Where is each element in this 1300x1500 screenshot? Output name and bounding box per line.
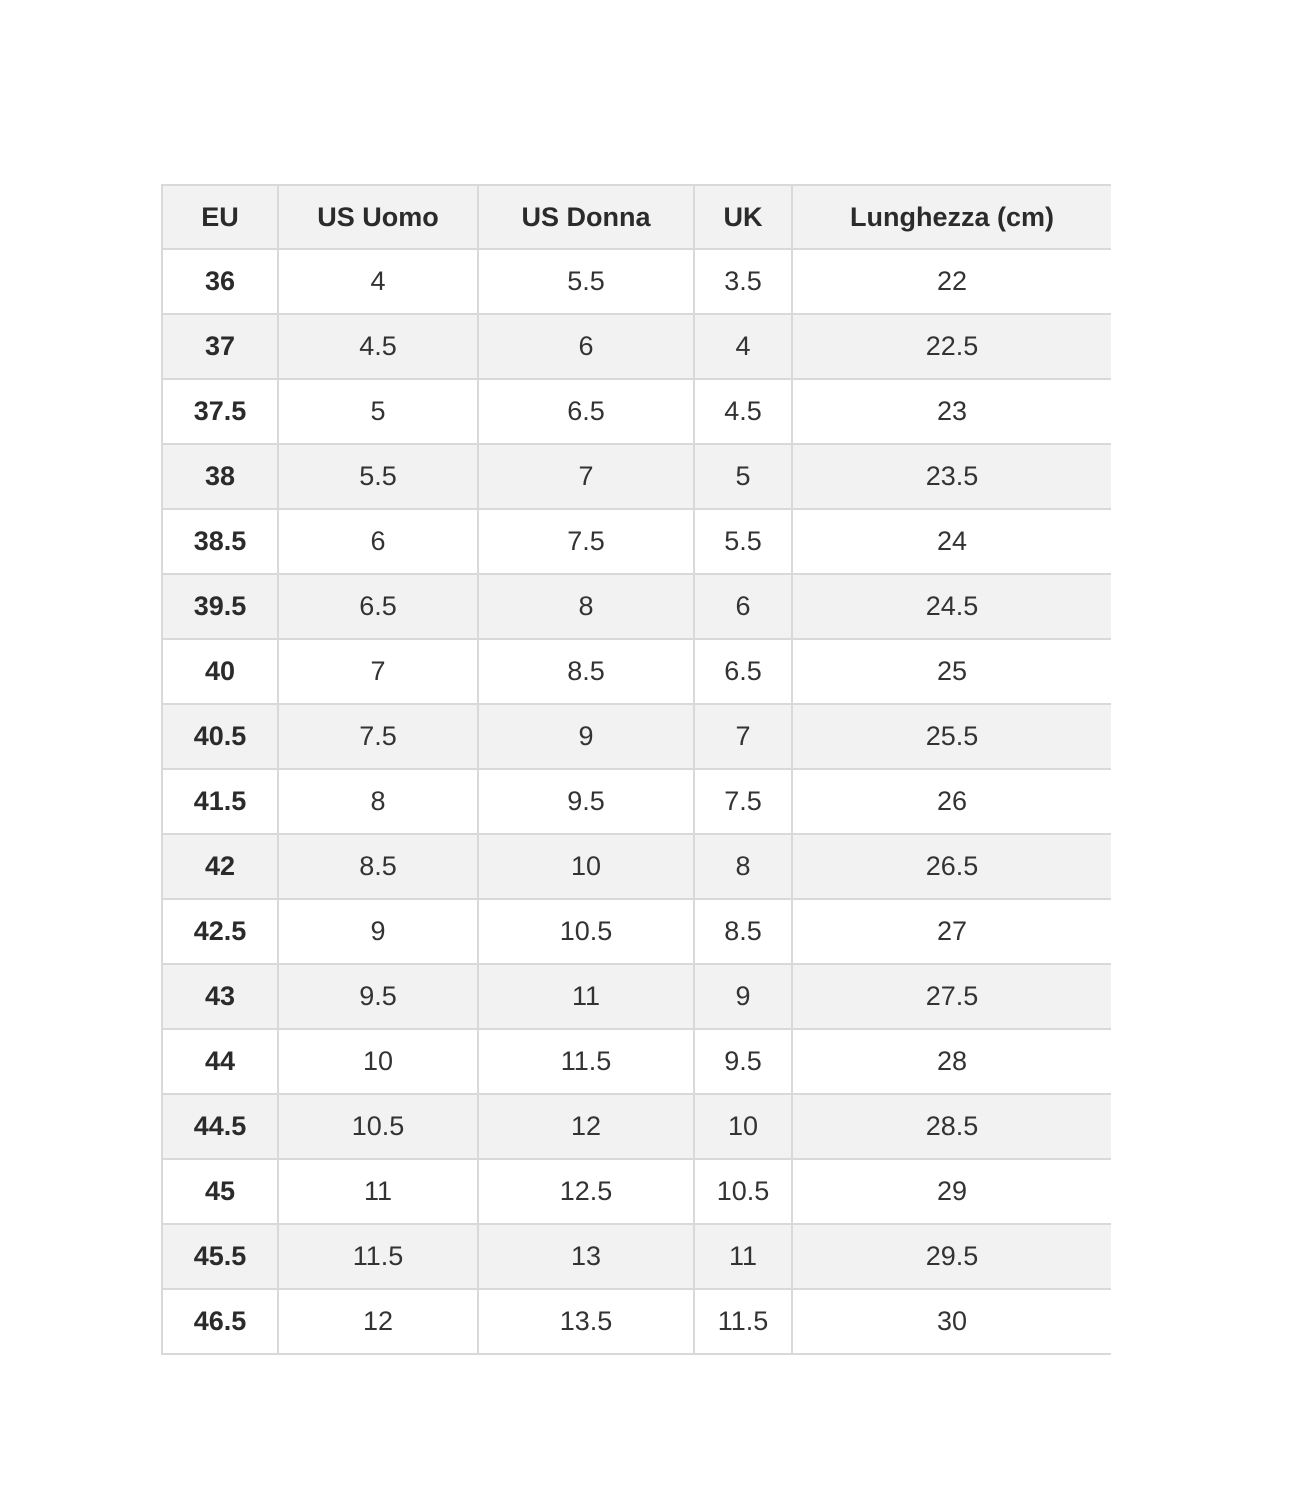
header-uk: UK [694,185,792,249]
cell-uk: 8 [694,834,792,899]
table-body [162,249,1111,1354]
cell-us-donna: 11.5 [478,1029,694,1094]
cell-lunghezza: 25 [792,639,1111,704]
cell-uk: 10 [694,1094,792,1159]
cell-eu: 38 [162,444,278,509]
table-row [162,834,1111,899]
cell-us-uomo: 6 [278,509,478,574]
cell-lunghezza: 24 [792,509,1111,574]
cell-lunghezza: 26.5 [792,834,1111,899]
cell-us-donna: 7 [478,444,694,509]
cell-uk: 3.5 [694,249,792,314]
cell-us-donna: 9.5 [478,769,694,834]
cell-us-uomo: 4 [278,249,478,314]
cell-us-donna: 13 [478,1224,694,1289]
cell-eu: 39.5 [162,574,278,639]
cell-uk: 11.5 [694,1289,792,1354]
cell-us-donna: 9 [478,704,694,769]
cell-us-donna: 6.5 [478,379,694,444]
cell-us-uomo: 8 [278,769,478,834]
cell-us-donna: 8.5 [478,639,694,704]
cell-uk: 4 [694,314,792,379]
cell-us-donna: 6 [478,314,694,379]
cell-us-uomo: 7.5 [278,704,478,769]
table-row [162,379,1111,444]
cell-lunghezza: 30 [792,1289,1111,1354]
table-row [162,314,1111,379]
cell-us-uomo: 7 [278,639,478,704]
cell-eu: 45.5 [162,1224,278,1289]
cell-us-donna: 10.5 [478,899,694,964]
cell-us-uomo: 9.5 [278,964,478,1029]
table-header-row [162,185,1111,249]
cell-lunghezza: 26 [792,769,1111,834]
table-row [162,769,1111,834]
table-row [162,249,1111,314]
cell-eu: 38.5 [162,509,278,574]
header-lunghezza: Lunghezza (cm) [792,185,1111,249]
cell-uk: 11 [694,1224,792,1289]
table-row [162,704,1111,769]
cell-eu: 40.5 [162,704,278,769]
table-row [162,1224,1111,1289]
cell-us-uomo: 8.5 [278,834,478,899]
cell-uk: 5.5 [694,509,792,574]
cell-us-uomo: 5.5 [278,444,478,509]
cell-lunghezza: 23 [792,379,1111,444]
cell-uk: 7 [694,704,792,769]
cell-eu: 40 [162,639,278,704]
cell-us-donna: 8 [478,574,694,639]
cell-uk: 5 [694,444,792,509]
cell-us-uomo: 9 [278,899,478,964]
cell-uk: 8.5 [694,899,792,964]
cell-lunghezza: 27 [792,899,1111,964]
cell-uk: 7.5 [694,769,792,834]
cell-eu: 46.5 [162,1289,278,1354]
table-row [162,509,1111,574]
cell-eu: 36 [162,249,278,314]
cell-us-uomo: 6.5 [278,574,478,639]
cell-us-uomo: 10.5 [278,1094,478,1159]
cell-us-donna: 5.5 [478,249,694,314]
cell-lunghezza: 25.5 [792,704,1111,769]
header-us-uomo: US Uomo [278,185,478,249]
cell-lunghezza: 27.5 [792,964,1111,1029]
cell-eu: 45 [162,1159,278,1224]
cell-eu: 44 [162,1029,278,1094]
cell-us-uomo: 10 [278,1029,478,1094]
table-row [162,639,1111,704]
cell-lunghezza: 24.5 [792,574,1111,639]
cell-us-uomo: 12 [278,1289,478,1354]
cell-lunghezza: 29.5 [792,1224,1111,1289]
cell-uk: 9 [694,964,792,1029]
cell-uk: 4.5 [694,379,792,444]
cell-uk: 6 [694,574,792,639]
table-row [162,899,1111,964]
cell-us-uomo: 11.5 [278,1224,478,1289]
cell-lunghezza: 28 [792,1029,1111,1094]
header-us-donna: US Donna [478,185,694,249]
cell-lunghezza: 29 [792,1159,1111,1224]
table-row [162,964,1111,1029]
table-row [162,1289,1111,1354]
table-row [162,1029,1111,1094]
cell-eu: 42.5 [162,899,278,964]
cell-lunghezza: 22.5 [792,314,1111,379]
header-eu: EU [162,185,278,249]
cell-eu: 41.5 [162,769,278,834]
cell-us-uomo: 5 [278,379,478,444]
cell-us-donna: 7.5 [478,509,694,574]
cell-us-donna: 10 [478,834,694,899]
cell-us-donna: 12 [478,1094,694,1159]
size-chart-table [161,184,1111,1355]
cell-lunghezza: 23.5 [792,444,1111,509]
cell-uk: 9.5 [694,1029,792,1094]
cell-us-donna: 13.5 [478,1289,694,1354]
cell-lunghezza: 28.5 [792,1094,1111,1159]
cell-uk: 10.5 [694,1159,792,1224]
cell-lunghezza: 22 [792,249,1111,314]
cell-uk: 6.5 [694,639,792,704]
table-row [162,444,1111,509]
cell-eu: 37 [162,314,278,379]
cell-eu: 42 [162,834,278,899]
table-row [162,574,1111,639]
cell-eu: 43 [162,964,278,1029]
cell-us-donna: 12.5 [478,1159,694,1224]
cell-eu: 37.5 [162,379,278,444]
cell-us-donna: 11 [478,964,694,1029]
cell-eu: 44.5 [162,1094,278,1159]
table-row [162,1094,1111,1159]
cell-us-uomo: 4.5 [278,314,478,379]
table-row [162,1159,1111,1224]
size-table-container [161,184,1111,1400]
cell-us-uomo: 11 [278,1159,478,1224]
